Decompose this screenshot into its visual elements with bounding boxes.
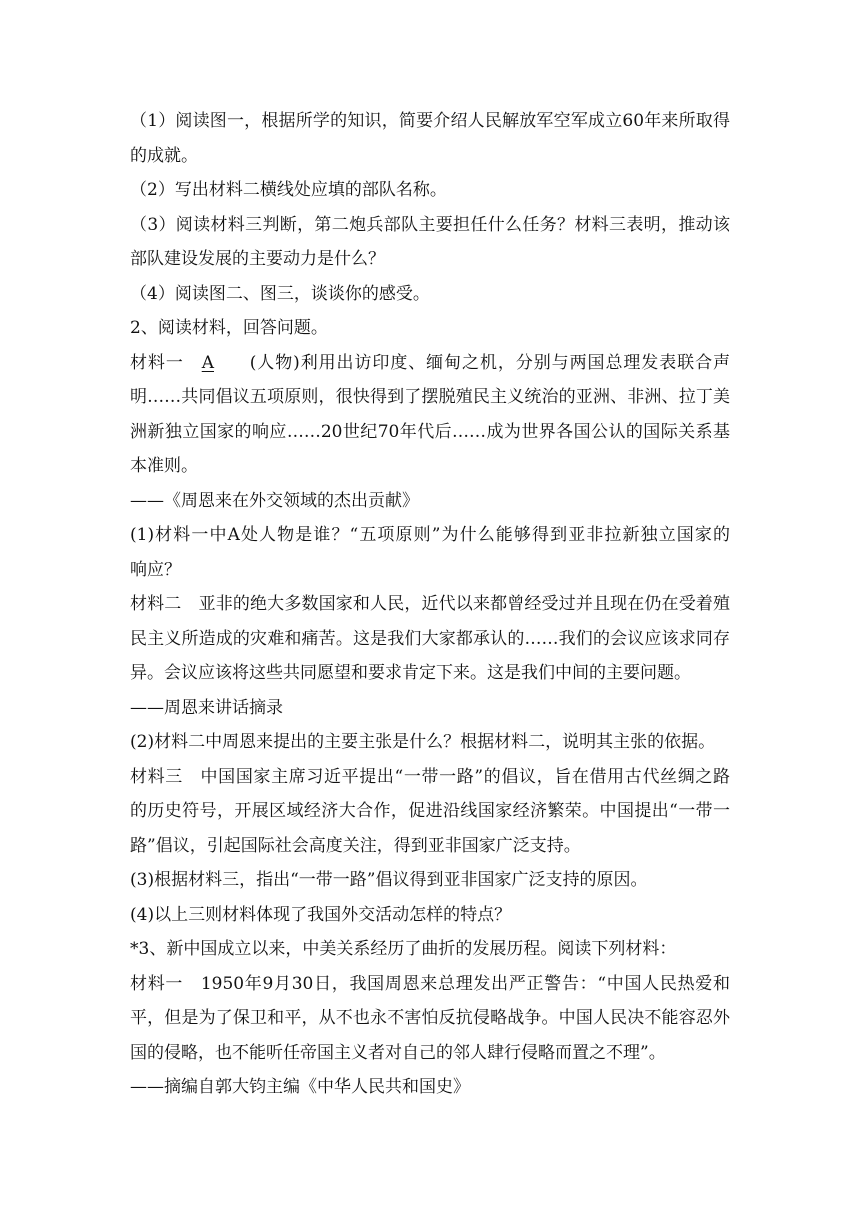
question-1-part-3-line-1: （3）阅读材料三判断，第二炮兵部队主要担任什么任务？材料三表明，推动该 [130,214,730,235]
material-1-line-1 [130,346,730,381]
question-2-heading: 2、阅读材料，回答问题。 [130,318,328,338]
document-body [130,104,730,1105]
material-1-line-3: 洲新独立国家的响应……20世纪70年代后……成为世界各国公认的国际关系基 [130,421,730,442]
material-2-source: ——周恩来讲话摘录 [130,697,283,718]
material-1-line-2: 明……共同倡议五项原则，很快得到了摆脱殖民主义统治的亚洲、非洲、拉丁美 [130,387,730,407]
material-1-label: 材料一 [130,352,202,373]
material-2-line-1: 材料二 亚非的绝大多数国家和人民，近代以来都曾经受过并且现在仍在受着殖 [130,594,730,614]
material-1-text: (人物)利用出访印度、缅甸之机，分别与两国总理发表联合声 [249,352,731,373]
q3-material-1-source: ——摘编自郭大钧主编《中华人民共和国史》 [130,1077,470,1097]
question-1-part-1-line-1: （1）阅读图一，根据所学的知识，简要介绍人民解放军空军成立60年来所取得 [130,111,730,131]
sub-question-2: (2)材料二中周恩来提出的主要主张是什么？根据材料二，说明其主张的依据。 [130,732,716,752]
fill-blank-a: A [201,352,214,373]
sub-question-1-line-1: (1)材料一中A处人物是谁？“五项原则”为什么能够得到亚非拉新独立国家的 [130,525,730,545]
sub-question-3: (3)根据材料三，指出“一带一路”倡议得到亚非国家广泛支持的原因。 [130,870,648,890]
sub-question-4: (4)以上三则材料体现了我国外交活动怎样的特点？ [130,904,512,925]
sub-question-1-line-2: 响应？ [130,559,181,580]
question-1-part-2: （2）写出材料二横线处应填的部队名称。 [130,180,447,200]
question-1-part-1-line-2: 的成就。 [130,145,198,166]
material-1-source: ——《周恩来在外交领域的杰出贡献》 [130,490,419,511]
question-1-part-3-line-2: 部队建设发展的主要动力是什么？ [130,249,385,269]
q3-material-1-line-2: 平，但是为了保卫和平，从不也永不害怕反抗侵略战争。中国人民决不能容忍外 [130,1008,730,1028]
material-2-line-3: 异。会议应该将这些共同愿望和要求肯定下来。这是我们中间的主要问题。 [130,663,691,683]
question-3-heading: *3、新中国成立以来，中美关系经历了曲折的发展历程。阅读下列材料： [130,939,677,959]
material-2-line-2: 民主义所造成的灾难和痛苦。这是我们大家都承认的……我们的会议应该求同存 [130,628,730,649]
material-1-line-4: 本准则。 [130,456,198,476]
material-3-line-1: 材料三 中国国家主席习近平提出“一带一路”的倡议，旨在借用古代丝绸之路 [130,766,730,787]
q3-material-1-line-1: 材料一 1950年9月30日，我国周恩来总理发出严正警告：“中国人民热爱和 [130,973,730,994]
material-3-line-3: 路”倡议，引起国际社会高度关注，得到亚非国家广泛支持。 [130,835,581,856]
material-3-line-2: 的历史符号，开展区域经济大合作，促进沿线国家经济繁荣。中国提出“一带一 [130,801,730,821]
question-1-part-4: （4）阅读图二、图三，谈谈你的感受。 [130,283,430,304]
q3-material-1-line-3: 国的侵略，也不能听任帝国主义者对自己的邻人肆行侵略而置之不理”。 [130,1042,666,1063]
